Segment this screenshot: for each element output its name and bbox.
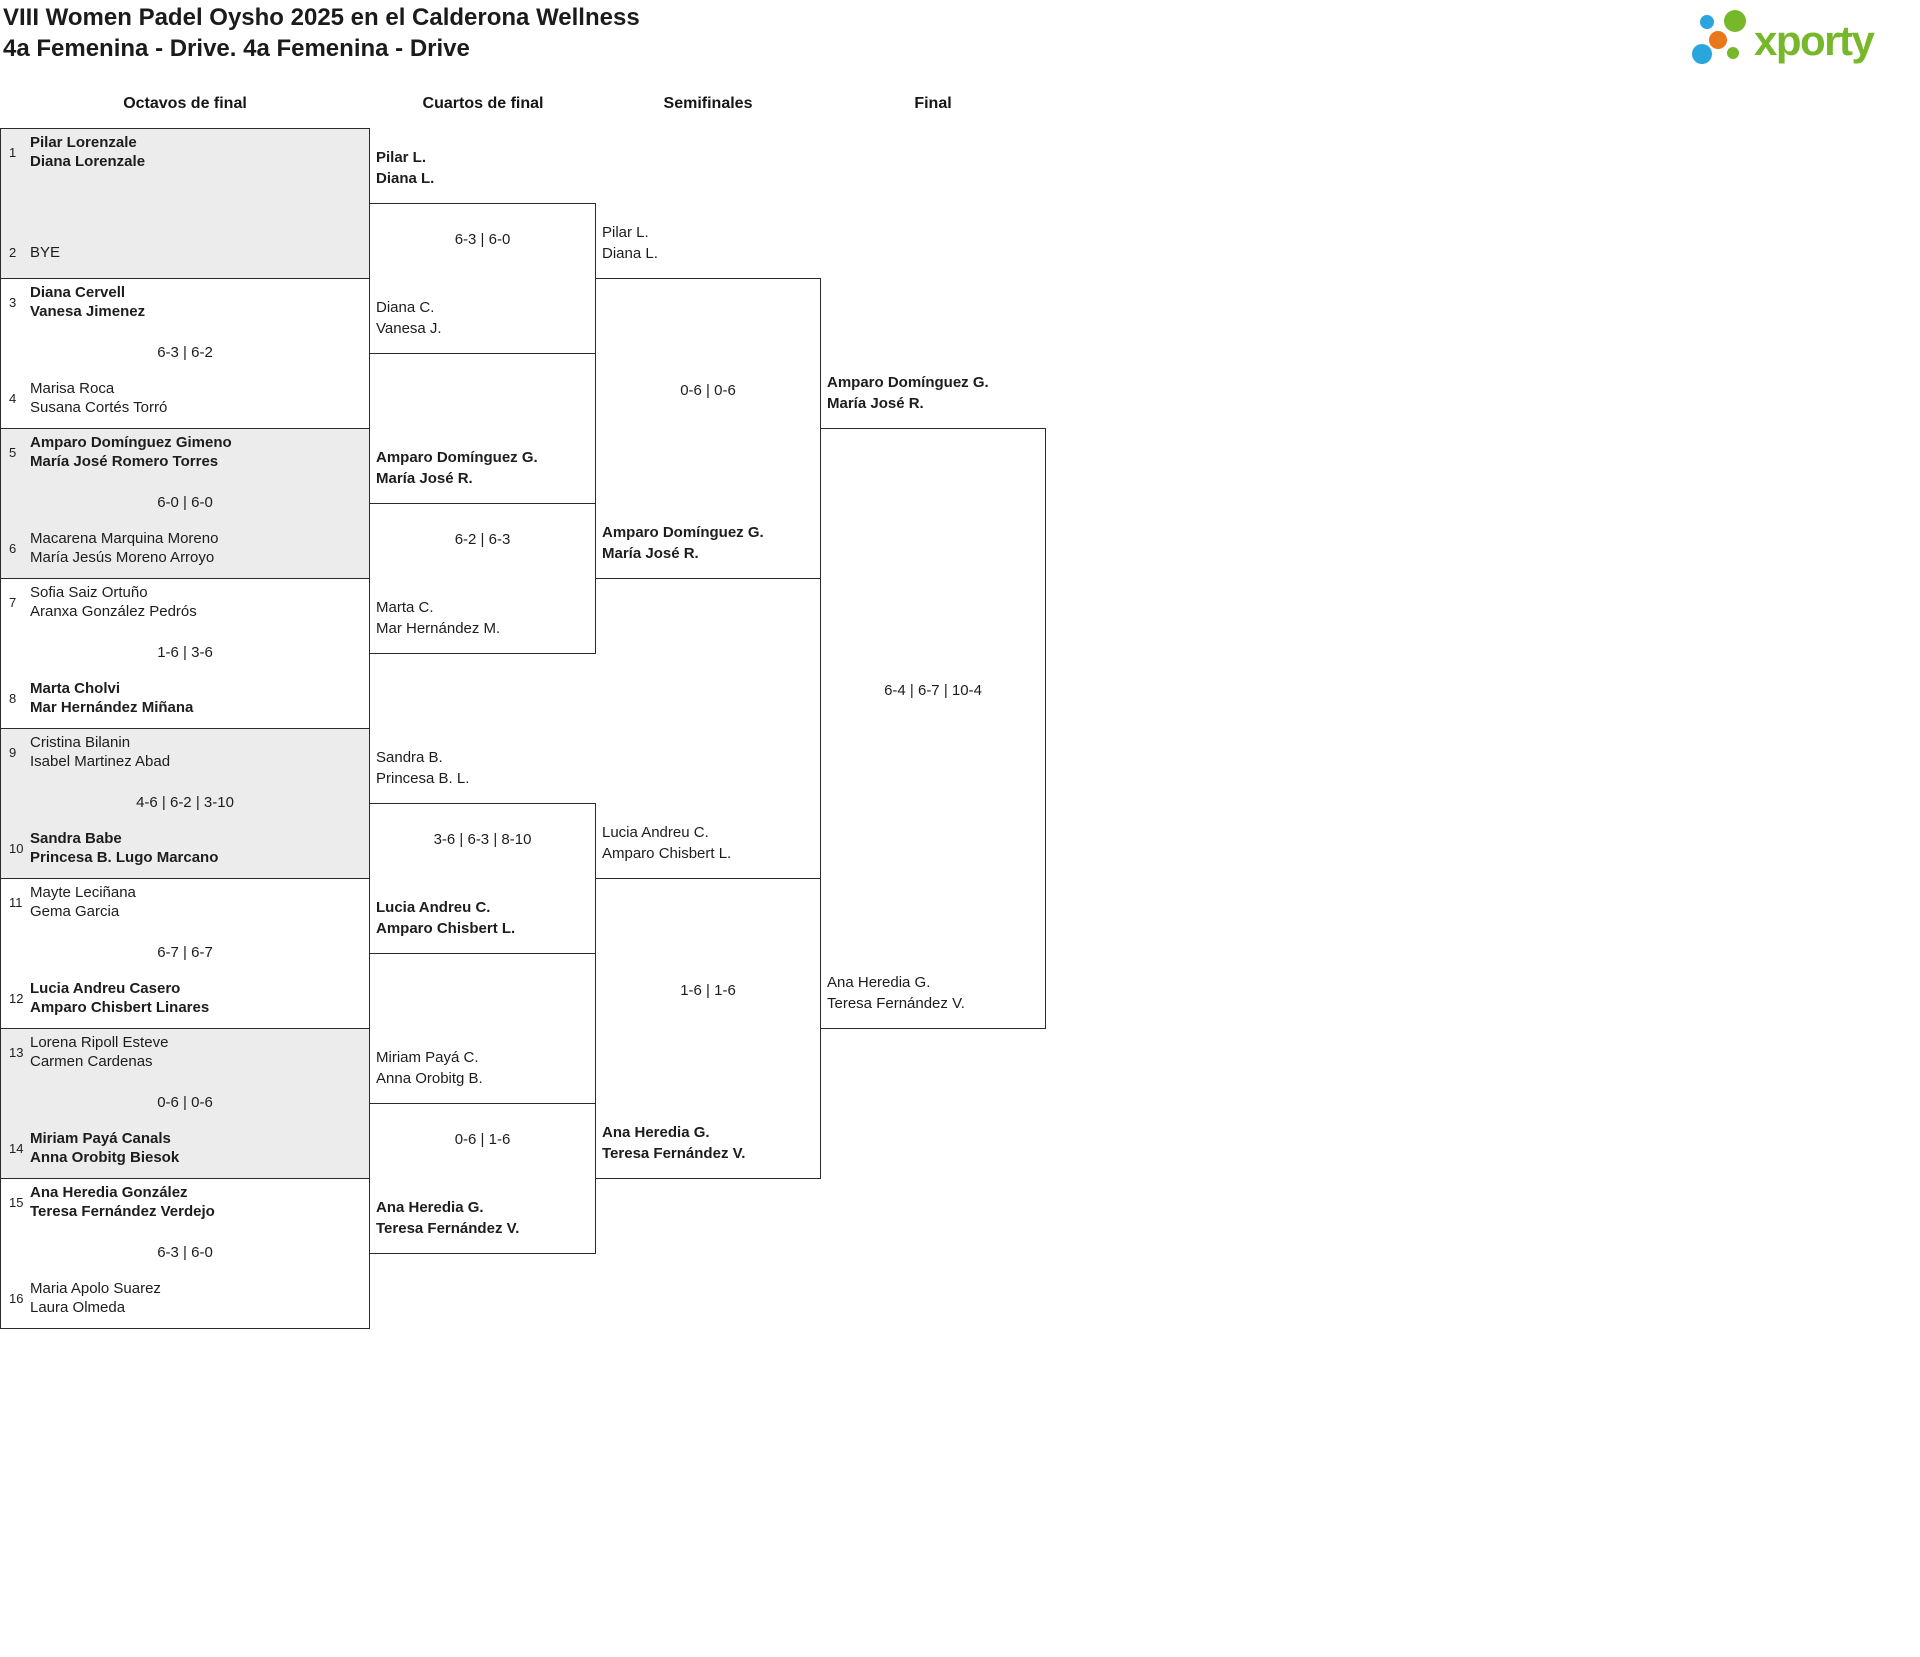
team-name-line: Marisa Roca <box>30 380 115 397</box>
team-name-line: Mar Hernández M. <box>376 620 501 637</box>
team-name-line: Teresa Fernández Verdejo <box>30 1203 215 1220</box>
team-entry <box>1 433 369 471</box>
match-score: 0-6 | 1-6 <box>454 1131 511 1148</box>
team-name-line: Lucia Andreu Casero <box>30 980 181 997</box>
team-name-line: Princesa B. Lugo Marcano <box>30 849 219 866</box>
match-score: 1-6 | 3-6 <box>157 644 213 661</box>
seed-number: 15 <box>9 1194 24 1210</box>
team-name-line: Mayte Leciñana <box>30 884 136 901</box>
team-entry <box>820 972 1046 1014</box>
team-entry <box>1 1183 369 1221</box>
team-name-line: María José R. <box>602 545 699 562</box>
team-name-line: Mar Hernández Miñana <box>30 699 194 716</box>
octavos-match-2 <box>0 278 370 429</box>
team-entry <box>595 822 821 864</box>
match-score: 6-0 | 6-0 <box>157 494 213 511</box>
team-name-line: BYE <box>30 244 61 261</box>
tournament-name: VIII Women Padel Oysho 2025 en el Calderona Wellness <box>3 4 640 31</box>
seed-number: 7 <box>9 594 17 610</box>
team-name-line: Marta Cholvi <box>30 680 121 697</box>
team-name-line: Sandra B. <box>376 749 443 766</box>
seed-number: 13 <box>9 1044 24 1060</box>
match-score: 6-3 | 6-0 <box>454 231 511 248</box>
team-name-line: María Jesús Moreno Arroyo <box>30 549 215 566</box>
match-score: 0-6 | 0-6 <box>680 382 736 399</box>
seed-number: 16 <box>9 1290 24 1306</box>
match-score: 6-3 | 6-2 <box>157 344 213 361</box>
team-entry <box>1 379 369 417</box>
team-entry <box>1 979 369 1017</box>
team-entry <box>1 243 369 262</box>
team-entry <box>595 1122 821 1164</box>
team-entry <box>1 829 369 867</box>
team-name-line: Amparo Domínguez Gimeno <box>30 434 232 451</box>
match-score: 3-6 | 6-3 | 8-10 <box>433 831 532 848</box>
seed-number: 12 <box>9 990 24 1006</box>
team-name-line: Amparo Chisbert L. <box>602 845 732 862</box>
team-name-line: Diana Lorenzale <box>30 153 146 170</box>
team-name-line: Vanesa Jimenez <box>30 303 146 320</box>
team-name-line: Vanesa J. <box>376 320 442 337</box>
team-name-line: Amparo Chisbert L. <box>376 920 516 937</box>
octavos-match-5 <box>0 728 370 879</box>
team-entry <box>1 883 369 921</box>
seed-number: 1 <box>9 144 17 160</box>
team-name-line: Carmen Cardenas <box>30 1053 153 1070</box>
team-name-line: Diana C. <box>376 299 435 316</box>
team-name-line: Amparo Domínguez G. <box>376 449 538 466</box>
team-name-line: Lorena Ripoll Esteve <box>30 1034 169 1051</box>
seed-number: 6 <box>9 540 17 556</box>
team-entry <box>369 747 596 789</box>
match-score: 6-7 | 6-7 <box>157 944 213 961</box>
seed-number: 11 <box>9 894 23 910</box>
team-name-line: Marta C. <box>376 599 434 616</box>
team-name-line: Cristina Bilanin <box>30 734 131 751</box>
team-entry <box>820 372 1046 414</box>
octavos-match-3 <box>0 428 370 579</box>
team-entry <box>1 679 369 717</box>
team-name-line: Sandra Babe <box>30 830 122 847</box>
team-name-line: Sofia Saiz Ortuño <box>30 584 148 601</box>
logo-text: xporty <box>1754 17 1874 64</box>
team-name-line: Susana Cortés Torró <box>30 399 168 416</box>
team-entry <box>369 447 596 489</box>
seed-number: 5 <box>9 444 17 460</box>
round-header-octavos: Octavos de final <box>123 95 247 112</box>
team-name-line: Ana Heredia G. <box>376 1199 484 1216</box>
team-entry <box>1 1129 369 1167</box>
team-name-line: Pilar Lorenzale <box>30 134 137 151</box>
logo-dots-icon <box>1688 6 1752 70</box>
seed-number: 9 <box>9 744 17 760</box>
team-name-line: Teresa Fernández V. <box>376 1220 520 1237</box>
team-name-line: Diana L. <box>376 170 435 187</box>
page-title <box>3 2 640 64</box>
round-header-cuartos: Cuartos de final <box>422 95 544 112</box>
team-name-line: Amparo Chisbert Linares <box>30 999 210 1016</box>
octavos-match-4 <box>0 578 370 729</box>
team-name-line: Teresa Fernández V. <box>602 1145 746 1162</box>
octavos-match-1 <box>0 128 370 279</box>
team-entry <box>369 597 596 639</box>
team-name-line: Diana L. <box>602 245 658 262</box>
match-score: 1-6 | 1-6 <box>680 982 736 999</box>
team-entry <box>1 583 369 621</box>
team-entry <box>595 522 821 564</box>
seed-number: 4 <box>9 390 17 406</box>
team-name-line: Princesa B. L. <box>376 770 470 787</box>
team-entry <box>1 133 369 171</box>
xporty-logo[interactable] <box>1688 6 1920 70</box>
team-entry <box>1 733 369 771</box>
team-entry <box>369 147 596 189</box>
team-name-line: María José R. <box>376 470 473 487</box>
team-name-line: Lucia Andreu C. <box>376 899 491 916</box>
team-entry <box>1 529 369 567</box>
team-name-line: Macarena Marquina Moreno <box>30 530 219 547</box>
team-entry <box>595 222 821 264</box>
match-score: 6-2 | 6-3 <box>454 531 511 548</box>
team-name-line: Isabel Martinez Abad <box>30 753 171 770</box>
match-score: 4-6 | 6-2 | 3-10 <box>136 794 234 811</box>
octavos-match-7 <box>0 1028 370 1179</box>
seed-number: 10 <box>9 840 24 856</box>
team-name-line: Miriam Payá Canals <box>30 1130 171 1147</box>
octavos-match-8 <box>0 1178 370 1329</box>
team-name-line: María José Romero Torres <box>30 453 219 470</box>
round-header-semifinales: Semifinales <box>663 95 753 112</box>
octavos-match-6 <box>0 878 370 1029</box>
team-entry <box>369 897 596 939</box>
team-name-line: Ana Heredia González <box>30 1184 188 1201</box>
team-name-line: Diana Cervell <box>30 284 126 301</box>
team-name-line: Amparo Domínguez G. <box>827 374 989 391</box>
team-name-line: Maria Apolo Suarez <box>30 1280 161 1297</box>
team-entry <box>1 1033 369 1071</box>
team-entry <box>369 1197 596 1239</box>
team-name-line: Teresa Fernández V. <box>827 995 965 1012</box>
team-name-line: Ana Heredia G. <box>602 1124 710 1141</box>
team-name-line: Lucia Andreu C. <box>602 824 709 841</box>
seed-number: 8 <box>9 690 17 706</box>
team-name-line: Miriam Payá C. <box>376 1049 479 1066</box>
team-name-line: Anna Orobitg B. <box>376 1070 483 1087</box>
team-entry <box>369 297 596 339</box>
round-header-final: Final <box>914 95 952 112</box>
team-entry <box>369 1047 596 1089</box>
team-name-line: Aranxa González Pedrós <box>30 603 197 620</box>
team-name-line: Pilar L. <box>376 149 427 166</box>
team-name-line: María José R. <box>827 395 924 412</box>
final-match-box <box>820 428 1046 1029</box>
match-score: 6-3 | 6-0 <box>157 1244 213 1261</box>
team-name-line: Anna Orobitg Biesok <box>30 1149 180 1166</box>
match-score: 0-6 | 0-6 <box>157 1094 213 1111</box>
seed-number: 3 <box>9 294 17 310</box>
seed-number: 14 <box>9 1140 24 1156</box>
team-name-line: Pilar L. <box>602 224 649 241</box>
team-name-line: Gema Garcia <box>30 903 120 920</box>
seed-number: 2 <box>9 245 17 260</box>
category-name: 4a Femenina - Drive. 4a Femenina - Drive <box>3 35 470 62</box>
team-name-line: Laura Olmeda <box>30 1299 126 1316</box>
match-score: 6-4 | 6-7 | 10-4 <box>884 682 982 699</box>
team-name-line: Ana Heredia G. <box>827 974 931 991</box>
team-entry <box>1 1279 369 1317</box>
team-entry <box>1 283 369 321</box>
team-name-line: Amparo Domínguez G. <box>602 524 764 541</box>
